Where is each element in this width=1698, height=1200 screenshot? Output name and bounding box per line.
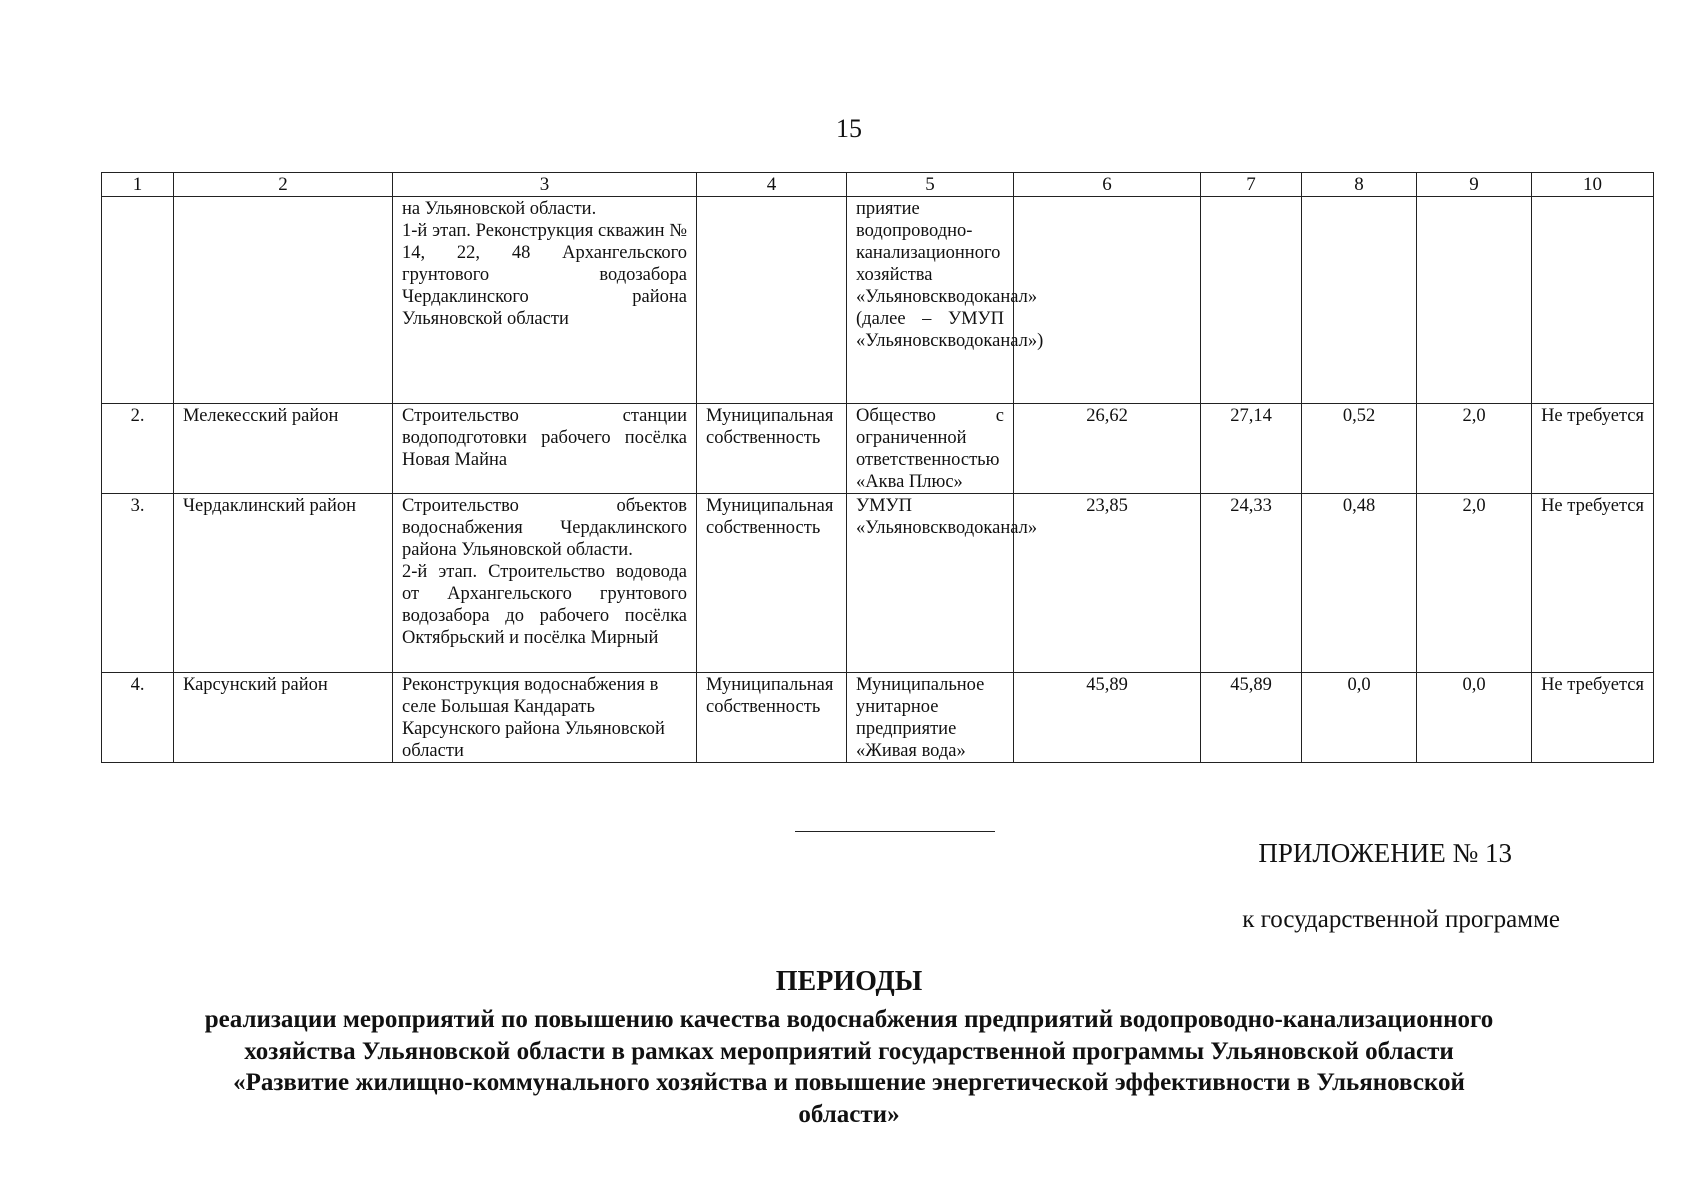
row-number [102, 197, 174, 404]
separator-line [795, 831, 995, 832]
value-cell [1201, 197, 1302, 404]
value-cell: 27,14 [1201, 404, 1302, 494]
header-cell: 5 [847, 173, 1014, 197]
operator-cell: Муниципальное унитарное предприятие «Живая вода» [847, 673, 1014, 763]
operator-cell: Общество с ограниченной ответственностью «Аква Плюс» [847, 404, 1014, 494]
value-cell: 45,89 [1201, 673, 1302, 763]
document-title: ПЕРИОДЫ [775, 966, 923, 997]
header-cell: 7 [1201, 173, 1302, 197]
table-row [102, 494, 1654, 673]
district-cell: Карсунский район [174, 673, 393, 763]
object-cell: на Ульяновской области. 1-й этап. Реконструкция скважин № 14, 22, 48 Архангельского грунтового водозабора Чердаклинского района Ульяновской области [393, 197, 697, 404]
header-cell: 1 [102, 173, 174, 197]
operator-cell: УМУП «Ульяновскводоканал» [847, 494, 1014, 673]
ownership-cell: Муниципальная собственность [697, 404, 847, 494]
district-cell [174, 197, 393, 404]
status-cell: Не требуется [1532, 494, 1654, 673]
district-cell: Мелекесский район [174, 404, 393, 494]
header-cell: 9 [1417, 173, 1532, 197]
value-cell [1014, 197, 1201, 404]
row-number: 4. [102, 673, 174, 763]
ownership-cell: Муниципальная собственность [697, 673, 847, 763]
data-table [101, 172, 1654, 763]
value-cell: 23,85 [1014, 494, 1201, 673]
document-subtitle: реализации мероприятий по повышению качества водоснабжения предприятий водопроводно-канализационного хозяйства Ульяновской области в рамках мероприятий государственной программы Ульяновской области «Развитие жилищно-коммунального хозяйства и повышение энергетической эффективности в Ульяновской области» [204, 1006, 1494, 1128]
table-row [102, 673, 1654, 763]
value-cell: 2,0 [1417, 404, 1532, 494]
ownership-cell [697, 197, 847, 404]
status-cell [1532, 197, 1654, 404]
page-number: 15 [836, 114, 862, 143]
header-cell: 4 [697, 173, 847, 197]
appendix-label: ПРИЛОЖЕНИЕ № 13 [1258, 838, 1512, 868]
operator-cell: приятие водопроводно-канализационного хозяйства «Ульяновскводоканал» (далее – УМУП «Ульяновскводоканал») [847, 197, 1014, 404]
header-row [102, 173, 1654, 197]
object-cell: Реконструкция водоснабжения в селе Большая Кандарать Карсунского района Ульяновской области [393, 673, 697, 763]
appendix-subtitle: к государственной программе [1242, 906, 1560, 933]
row-number: 3. [102, 494, 174, 673]
value-cell: 0,0 [1417, 673, 1532, 763]
value-cell: 0,48 [1302, 494, 1417, 673]
district-cell: Чердаклинский район [174, 494, 393, 673]
value-cell: 24,33 [1201, 494, 1302, 673]
value-cell: 0,52 [1302, 404, 1417, 494]
value-cell: 26,62 [1014, 404, 1201, 494]
header-cell: 2 [174, 173, 393, 197]
header-cell: 6 [1014, 173, 1201, 197]
table-row [102, 404, 1654, 494]
value-cell [1302, 197, 1417, 404]
value-cell: 0,0 [1302, 673, 1417, 763]
status-cell: Не требуется [1532, 673, 1654, 763]
row-number: 2. [102, 404, 174, 494]
header-cell: 8 [1302, 173, 1417, 197]
header-cell: 3 [393, 173, 697, 197]
value-cell: 45,89 [1014, 673, 1201, 763]
table-row [102, 197, 1654, 404]
status-cell: Не требуется [1532, 404, 1654, 494]
value-cell: 2,0 [1417, 494, 1532, 673]
ownership-cell: Муниципальная собственность [697, 494, 847, 673]
header-cell: 10 [1532, 173, 1654, 197]
object-cell: Строительство объектов водоснабжения Чердаклинского района Ульяновской области. 2-й этап. Строительство водовода от Архангельского грунтового водозабора до рабочего посёлка Октябрьский и посёлка Мирный [393, 494, 697, 673]
object-cell: Строительство станции водоподготовки рабочего посёлка Новая Майна [393, 404, 697, 494]
value-cell [1417, 197, 1532, 404]
